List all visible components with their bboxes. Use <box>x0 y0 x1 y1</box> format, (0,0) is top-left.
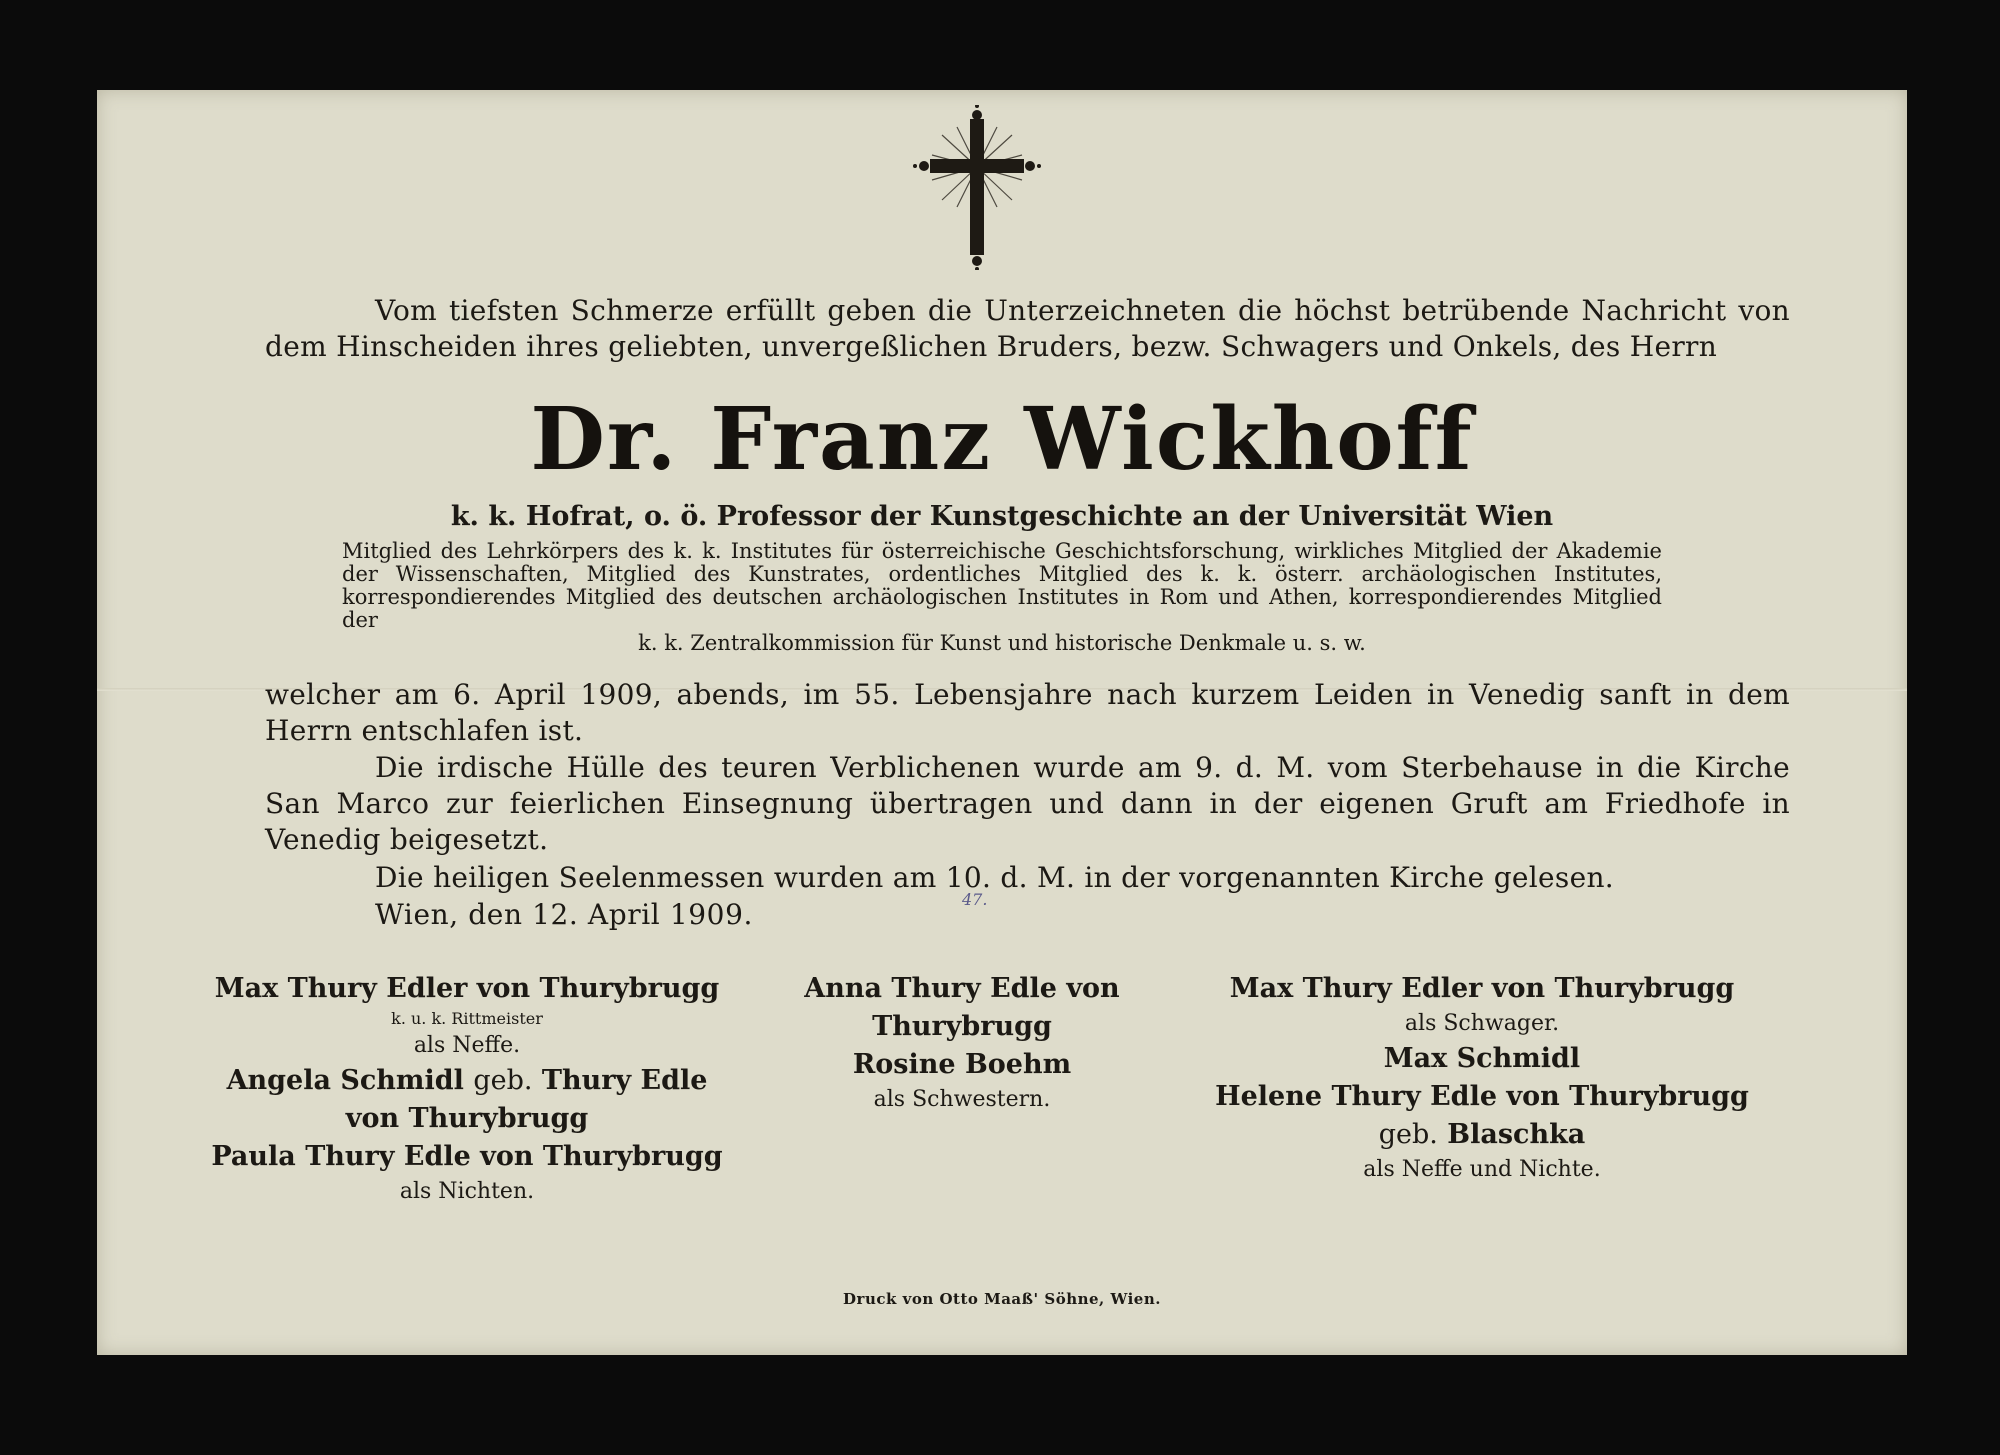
death-paragraph: welcher am 6. April 1909, abends, im 55. Lebensjahre nach kurzem Leiden in Venedig sanft in dem Herrn entschlafen ist. <box>265 678 1790 747</box>
handwritten-annotation: 47. <box>962 890 988 909</box>
signatory-name-part: Blaschka <box>1447 1119 1586 1150</box>
signatory-name: Paula Thury Edle von Thurybrugg <box>211 1141 723 1172</box>
intro-paragraph: Vom tiefsten Schmerze erfüllt geben die Unterzeichneten die höchst betrübende Nachricht von dem Hinscheiden ihres geliebten, unvergeßlichen Bruders, bezw. Schwagers und Onkels, des Herrn <box>265 294 1790 363</box>
signatory-name-continued: Thurybrugg <box>872 1011 1052 1042</box>
signatory-name-continued: von Thurybrugg <box>345 1103 589 1134</box>
place-date: Wien, den 12. April 1909. <box>375 898 754 931</box>
deceased-titles: k. k. Hofrat, o. ö. Professor der Kunstgeschichte an der Universität Wien <box>450 501 1554 532</box>
signatory-name: Max Thury Edler von Thurybrugg <box>214 973 720 1004</box>
signatory-name <box>207 1062 727 1100</box>
memberships-text <box>342 540 1662 655</box>
signatory-name: Rosine Boehm <box>852 1049 1072 1080</box>
signatory-rank: k. u. k. Rittmeister <box>391 1009 543 1028</box>
memberships-main: Mitglied des Lehrkörpers des k. k. Institutes für österreichische Geschichtsforschung, wirkliches Mitglied der Akademie der Wissenschaften, Mitglied des Kunstrates, ordentliches Mitglied des k. k. österr. archäologischen Institutes, korrespondierendes Mitglied des deutschen archäologischen Institutes in Rom und Athen, korrespondierendes Mitglied der <box>342 539 1662 632</box>
signatory-relation: als Schwager. <box>1404 1011 1560 1036</box>
signatories-middle <box>732 970 1192 1116</box>
signatory-relation: als Nichten. <box>399 1179 535 1204</box>
death-notice-card <box>97 90 1907 1355</box>
signatories-right <box>1187 970 1777 1186</box>
signatory-relation: als Neffe. <box>413 1033 521 1058</box>
funeral-paragraph: Die irdische Hülle des teuren Verblichenen wurde am 9. d. M. vom Sterbehause in die Kirche San Marco zur feierlichen Einsegnung übertragen und dann in der eigenen Gruft am Friedhofe in Venedig beigesetzt. <box>265 751 1790 856</box>
signatory-name-part: geb. <box>473 1065 533 1096</box>
signatory-name: Helene Thury Edle von Thurybrugg <box>1215 1081 1749 1112</box>
masses-paragraph: Die heiligen Seelenmessen wurden am 10. d. M. in der vorgenannten Kirche gelesen. <box>375 861 1615 894</box>
printer-imprint: Druck von Otto Maaß' Söhne, Wien. <box>843 1290 1161 1308</box>
signatory-name-part: Thury Edle <box>541 1065 708 1096</box>
signatories-left <box>207 970 727 1208</box>
signatory-name-part: geb. <box>1378 1119 1438 1150</box>
signatory-name: Anna Thury Edle von <box>804 973 1120 1004</box>
memberships-last-line: k. k. Zentralkommission für Kunst und historische Denkmale u. s. w. <box>638 631 1366 655</box>
signatory-maiden-name <box>1187 1116 1777 1154</box>
signatory-relation: als Neffe und Nichte. <box>1363 1157 1601 1182</box>
signatory-name-part: Angela Schmidl <box>226 1065 464 1096</box>
cross-icon <box>912 105 1042 270</box>
signatory-name: Max Thury Edler von Thurybrugg <box>1229 973 1735 1004</box>
signatory-relation: als Schwestern. <box>873 1087 1051 1112</box>
signatory-name: Max Schmidl <box>1383 1043 1581 1074</box>
deceased-name: Dr. Franz Wickhoff <box>530 389 1474 490</box>
